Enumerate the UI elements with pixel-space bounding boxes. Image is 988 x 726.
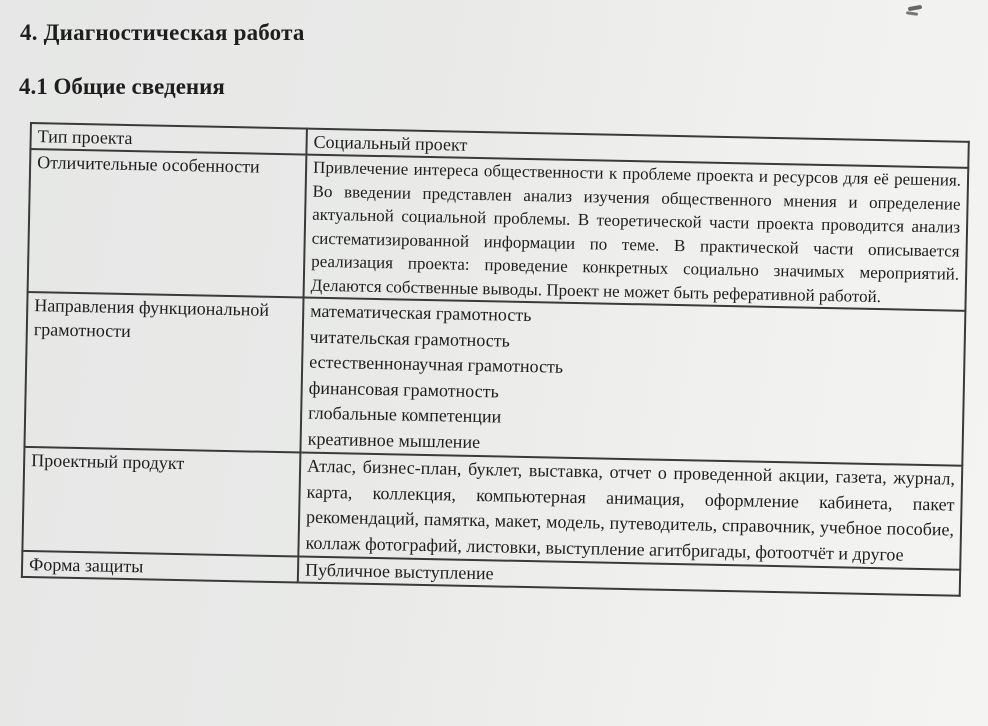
features-label: Отличительные особенности bbox=[28, 149, 307, 298]
section-heading: 4. Диагностическая работа bbox=[20, 20, 305, 45]
list-item: финансовая грамотность bbox=[308, 377, 500, 401]
project-type-value: Социальный проект bbox=[306, 129, 968, 168]
literacy-label: Направления функциональной грамотности bbox=[24, 292, 303, 453]
pen-mark bbox=[906, 11, 918, 16]
table-row bbox=[24, 292, 965, 466]
list-item: креативное мышление bbox=[307, 428, 481, 452]
table-row bbox=[28, 149, 969, 311]
list-item: естественнонаучная грамотность bbox=[309, 351, 564, 377]
project-type-label: Тип проекта bbox=[30, 123, 306, 155]
literacy-list bbox=[300, 298, 965, 466]
list-item: читательская грамотность bbox=[309, 326, 511, 351]
info-table-wrapper bbox=[21, 122, 970, 597]
info-table bbox=[21, 122, 970, 597]
product-label: Проектный продукт bbox=[22, 447, 300, 557]
defense-label: Форма защиты bbox=[22, 551, 298, 583]
defense-value: Публичное выступление bbox=[298, 556, 960, 595]
subsection-heading: 4.1 Общие сведения bbox=[19, 74, 225, 99]
list-item: глобальные компетенции bbox=[308, 402, 502, 427]
product-value: Атлас, бизнес-план, буклет, выставка, отчет о проведенной акции, газета, журнал, карта, коллекция, компьютерная анимация, оформление кабинета, пакет рекомендаций, памятка, макет, модель, путеводитель, справочник, учебное пособие, коллаж фотографий, листовки, выступление агитбригады, фотоотчёт и другое bbox=[298, 452, 962, 569]
list-item: математическая грамотность bbox=[310, 300, 532, 326]
table-row bbox=[22, 447, 962, 570]
features-value: Привлечение интереса общественности к проблеме проекта и ресурсов для её решения. Во введении представлен анализ изучения общественного мнения и определение актуальной социальной проблемы. В теоретической части проекта проводится анализ систематизированной информации по теме. В практической части описывается реализация проекта: проведение конкретных социально значимых мероприятий. Делаются собственные выводы. Проект не может быть реферативной работой. bbox=[304, 155, 969, 311]
pen-mark bbox=[908, 5, 922, 11]
